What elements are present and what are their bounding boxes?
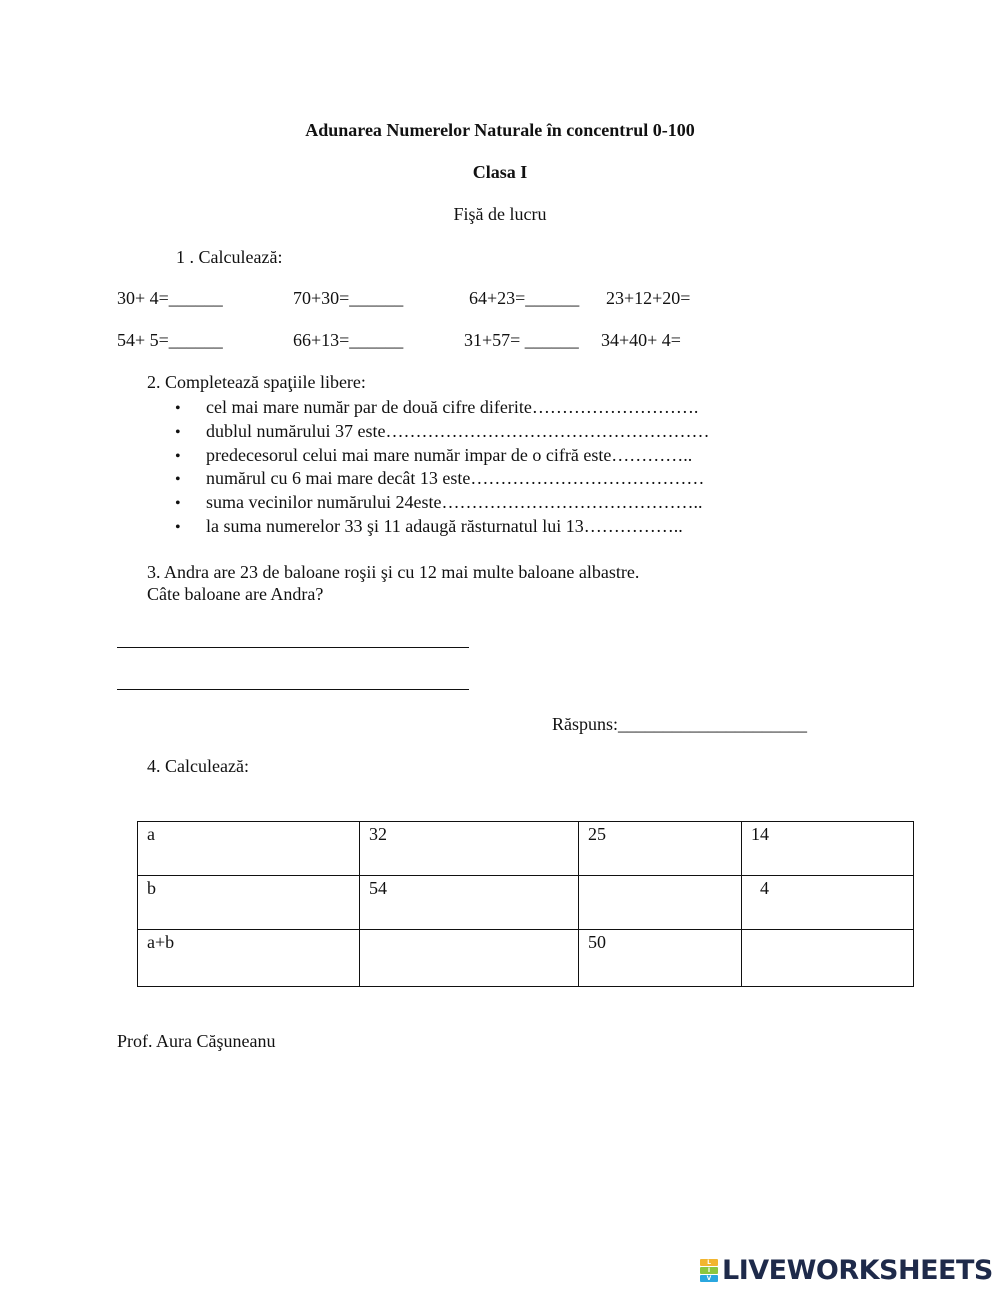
- worksheet-title: Adunarea Numerelor Naturale în concentrul 0-100: [305, 120, 695, 140]
- list-item: [175, 515, 709, 539]
- table-row: [138, 930, 914, 987]
- worksheet-subtitle: Fişă de lucru: [453, 204, 547, 224]
- list-item: [175, 467, 709, 491]
- author-signature: Prof. Aura Căşuneanu: [117, 1031, 276, 1051]
- table-cell: a: [138, 822, 360, 876]
- table-cell: a+b: [138, 930, 360, 987]
- table-row: [138, 876, 914, 930]
- exercise1-item: 30+ 4=______: [117, 288, 223, 308]
- exercise2-list: [175, 396, 709, 539]
- table-cell: 54: [360, 876, 579, 930]
- table-cell: 25: [579, 822, 742, 876]
- list-item: [175, 420, 709, 444]
- logo-mark-letter: V: [700, 1275, 718, 1282]
- table-cell: 50: [579, 930, 742, 987]
- class-label: Clasa I: [472, 162, 528, 182]
- table-cell-blank[interactable]: [360, 930, 579, 987]
- logo-text: LIVEWORKSHEETS: [722, 1254, 993, 1286]
- exercise1-item: 64+23=______: [469, 288, 580, 308]
- answer-line[interactable]: [117, 647, 469, 648]
- logo-mark-letter: I: [700, 1267, 718, 1274]
- bullet-icon: •: [175, 400, 181, 417]
- bullet-icon: •: [175, 518, 181, 536]
- table-cell: 4: [742, 876, 914, 930]
- list-item: [175, 444, 709, 468]
- logo-mark-letter: L: [700, 1259, 718, 1266]
- bullet-icon: •: [175, 447, 181, 465]
- list-item-text: dublul numărului 37 este………………………………………………: [206, 420, 710, 441]
- exercise3-problem: 3. Andra are 23 de baloane roşii şi cu 12 mai multe baloane albastre.: [147, 562, 640, 582]
- table-cell: 14: [742, 822, 914, 876]
- exercise2-heading: 2. Completează spaţiile libere:: [147, 372, 366, 392]
- table-cell: b: [138, 876, 360, 930]
- table-cell-blank[interactable]: [742, 930, 914, 987]
- addition-table: [137, 821, 914, 987]
- table-cell: 32: [360, 822, 579, 876]
- exercise1-item: 70+30=______: [293, 288, 404, 308]
- exercise1-item: 66+13=______: [293, 330, 404, 350]
- bullet-icon: •: [175, 423, 181, 441]
- exercise1-heading: 1 . Calculează:: [176, 247, 283, 267]
- exercise1-item: 23+12+20=: [606, 288, 691, 308]
- liveworksheets-mark-icon: [700, 1259, 718, 1282]
- bullet-icon: •: [175, 495, 181, 513]
- list-item: [175, 491, 709, 515]
- exercise3-question: Câte baloane are Andra?: [147, 584, 324, 604]
- list-item-text: suma vecinilor numărului 24este……………………………………..: [206, 492, 703, 513]
- list-item-text: la suma numerelor 33 şi 11 adaugă răsturnatul lui 13……………..: [206, 515, 683, 536]
- table-cell-blank[interactable]: [579, 876, 742, 930]
- list-item-text: predecesorul celui mai mare număr impar de o cifră este…………..: [206, 444, 693, 465]
- list-item-text: cel mai mare număr par de două cifre diferite……………………….: [206, 397, 699, 417]
- exercise1-item: 34+40+ 4=: [601, 330, 681, 350]
- liveworksheets-logo: [700, 1256, 993, 1284]
- bullet-icon: •: [175, 471, 181, 489]
- list-item-text: numărul cu 6 mai mare decât 13 este…………………………………: [206, 468, 705, 489]
- answer-line[interactable]: [117, 689, 469, 690]
- exercise1-item: 31+57= ______: [464, 330, 579, 350]
- exercise1-item: 54+ 5=______: [117, 330, 223, 350]
- list-item: [175, 396, 709, 420]
- table-row: [138, 822, 914, 876]
- answer-label: Răspuns:_____________________: [552, 714, 808, 734]
- exercise4-heading: 4. Calculează:: [147, 756, 249, 776]
